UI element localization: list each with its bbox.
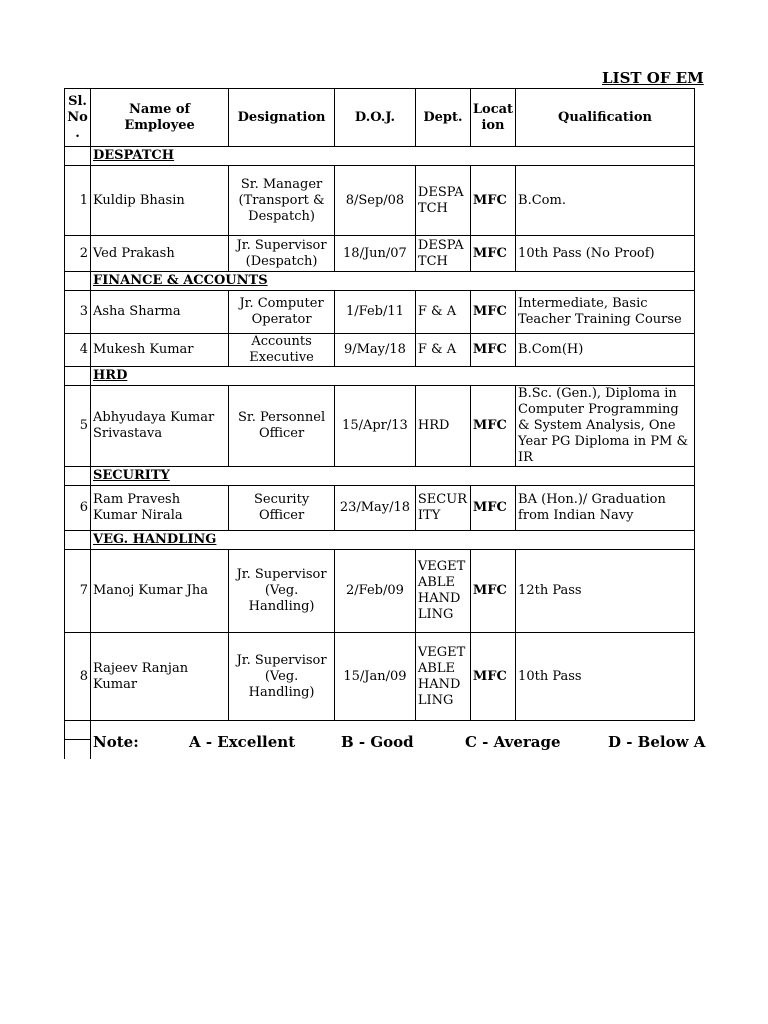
header-row xyxy=(65,89,695,147)
table-row xyxy=(65,334,695,367)
cell-dept: DESPA TCH xyxy=(415,236,470,272)
cell-designation: Sr. Manager (Transport & Despatch) xyxy=(229,166,335,236)
cell-name: Asha Sharma xyxy=(90,291,228,334)
col-header-sl: Sl. No . xyxy=(65,89,91,147)
col-header-designation: Designation xyxy=(229,89,335,147)
cell-qualification: BA (Hon.)/ Graduation from Indian Navy xyxy=(516,486,695,531)
table-row xyxy=(65,291,695,334)
cell-doj: 1/Feb/11 xyxy=(334,291,415,334)
cell-dept: SECUR ITY xyxy=(415,486,470,531)
section-row xyxy=(65,147,695,166)
note-item-good: B - Good xyxy=(341,733,414,751)
cell-designation: Security Officer xyxy=(229,486,335,531)
cell-qualification: 10th Pass xyxy=(516,633,695,721)
cell-designation: Jr. Supervisor (Veg. Handling) xyxy=(229,550,335,633)
cell-dept: DESPA TCH xyxy=(415,166,470,236)
section-label-finance: FINANCE & ACCOUNTS xyxy=(90,272,694,291)
cell-designation: Sr. Personnel Officer xyxy=(229,386,335,467)
cell-qualification: B.Com(H) xyxy=(516,334,695,367)
section-label-veg-handling: VEG. HANDLING xyxy=(90,531,694,550)
note-item-average: C - Average xyxy=(465,733,561,751)
cell-doj: 15/Apr/13 xyxy=(334,386,415,467)
cell-name: Ved Prakash xyxy=(90,236,228,272)
cell-location: MFC xyxy=(470,550,515,633)
table-row xyxy=(65,550,695,633)
cell-sl: 8 xyxy=(65,633,91,721)
cell-dept: F & A xyxy=(415,291,470,334)
cell-location: MFC xyxy=(470,166,515,236)
cell-location: MFC xyxy=(470,291,515,334)
cell-designation: Jr. Supervisor (Veg. Handling) xyxy=(229,633,335,721)
table-row xyxy=(65,633,695,721)
cell-doj: 15/Jan/09 xyxy=(334,633,415,721)
cell-sl: 6 xyxy=(65,486,91,531)
cell-qualification: 12th Pass xyxy=(516,550,695,633)
cell-location: MFC xyxy=(470,236,515,272)
cell-dept: F & A xyxy=(415,334,470,367)
cell-doj: 9/May/18 xyxy=(334,334,415,367)
note-item-excellent: A - Excellent xyxy=(189,733,296,751)
note-item-below-average: D - Below A xyxy=(608,733,706,751)
cell-name: Abhyudaya Kumar Srivastava xyxy=(90,386,228,467)
cell-name: Manoj Kumar Jha xyxy=(90,550,228,633)
cell-designation: Jr. Computer Operator xyxy=(229,291,335,334)
table-row xyxy=(65,236,695,272)
col-header-doj: D.O.J. xyxy=(334,89,415,147)
page-title: LIST OF EM xyxy=(602,69,704,87)
cell-location: MFC xyxy=(470,633,515,721)
cell-dept: HRD xyxy=(415,386,470,467)
cell-dept: VEGET ABLE HAND LING xyxy=(415,550,470,633)
cell-name: Ram Pravesh Kumar Nirala xyxy=(90,486,228,531)
cell-doj: 8/Sep/08 xyxy=(334,166,415,236)
section-label-security: SECURITY xyxy=(90,467,694,486)
cell-doj: 23/May/18 xyxy=(334,486,415,531)
col-header-name: Name of Employee xyxy=(90,89,228,147)
section-row xyxy=(65,531,695,550)
section-row xyxy=(65,272,695,291)
section-row xyxy=(65,467,695,486)
cell-designation: Accounts Executive xyxy=(229,334,335,367)
section-row xyxy=(65,367,695,386)
cell-qualification: 10th Pass (No Proof) xyxy=(516,236,695,272)
cell-sl: 1 xyxy=(65,166,91,236)
col-header-location: Locat ion xyxy=(470,89,515,147)
table-row xyxy=(65,386,695,467)
cell-location: MFC xyxy=(470,386,515,467)
cell-qualification: B.Sc. (Gen.), Diploma in Computer Programming & System Analysis, One Year PG Diploma in PM & IR xyxy=(516,386,695,467)
cell-qualification: B.Com. xyxy=(516,166,695,236)
cell-name: Kuldip Bhasin xyxy=(90,166,228,236)
cell-qualification: Intermediate, Basic Teacher Training Course xyxy=(516,291,695,334)
table-row xyxy=(65,486,695,531)
cell-doj: 2/Feb/09 xyxy=(334,550,415,633)
col-header-dept: Dept. xyxy=(415,89,470,147)
cell-sl: 4 xyxy=(65,334,91,367)
cell-location: MFC xyxy=(470,334,515,367)
section-label-hrd: HRD xyxy=(90,367,694,386)
cell-name: Mukesh Kumar xyxy=(90,334,228,367)
cell-name: Rajeev Ranjan Kumar xyxy=(90,633,228,721)
cell-sl: 3 xyxy=(65,291,91,334)
employee-table xyxy=(64,88,695,759)
cell-dept: VEGET ABLE HAND LING xyxy=(415,633,470,721)
cell-sl: 2 xyxy=(65,236,91,272)
section-label-despatch: DESPATCH xyxy=(90,147,694,166)
col-header-qualification: Qualification xyxy=(516,89,695,147)
cell-doj: 18/Jun/07 xyxy=(334,236,415,272)
table-row xyxy=(65,166,695,236)
note-label: Note: xyxy=(93,733,139,751)
cell-location: MFC xyxy=(470,486,515,531)
cell-sl: 5 xyxy=(65,386,91,467)
cell-sl: 7 xyxy=(65,550,91,633)
cell-designation: Jr. Supervisor (Despatch) xyxy=(229,236,335,272)
